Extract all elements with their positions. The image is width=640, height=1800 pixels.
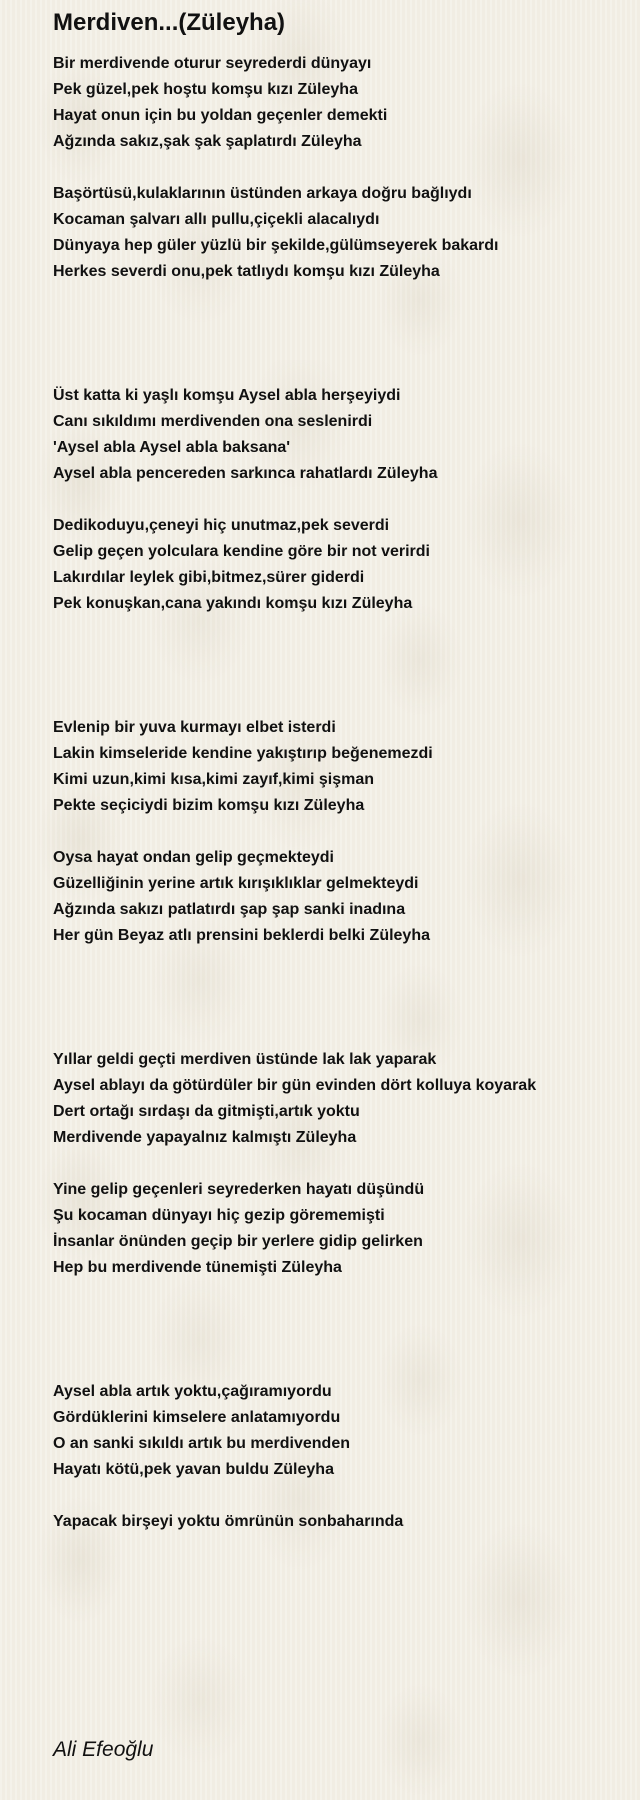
poem-line: Gelip geçen yolculara kendine göre bir not verirdi <box>53 543 430 560</box>
stanza <box>53 513 633 617</box>
section-gap <box>53 1281 633 1379</box>
stanza-gap <box>53 155 633 181</box>
poem-line: Dedikoduyu,çeneyi hiç unutmaz,pek severdi <box>53 517 390 534</box>
poem-line: Dünyaya hep güler yüzlü bir şekilde,gülümseyerek bakardı <box>53 237 499 254</box>
stanza <box>53 51 633 155</box>
stanza <box>53 845 633 949</box>
poem-line: Pek konuşkan,cana yakındı komşu kızı Züleyha <box>53 595 413 612</box>
poem-section-4 <box>53 1047 633 1281</box>
poem-line: Hayatı kötü,pek yavan buldu Züleyha <box>53 1461 334 1478</box>
poem-line: Oysa hayat ondan gelip geçmekteydi <box>53 849 334 866</box>
poem-line: Herkes severdi onu,pek tatlıydı komşu kızı Züleyha <box>53 263 440 280</box>
poem-line: Başörtüsü,kulaklarının üstünden arkaya doğru bağlıydı <box>53 185 472 202</box>
poem-section-1 <box>53 51 633 285</box>
poem-line: İnsanlar önünden geçip bir yerlere gidip gelirken <box>53 1233 423 1250</box>
stanza-gap <box>53 819 633 845</box>
poem-section-3 <box>53 715 633 949</box>
poem-author: Ali Efeoğlu <box>53 1738 154 1761</box>
poem-line: Aysel abla artık yoktu,çağıramıyordu <box>53 1383 332 1400</box>
poem-line: O an sanki sıkıldı artık bu merdivenden <box>53 1435 350 1452</box>
poem-line: Evlenip bir yuva kurmayı elbet isterdi <box>53 719 336 736</box>
stanza-gap <box>53 487 633 513</box>
stanza <box>53 1509 633 1535</box>
poem-line: Lakin kimseleride kendine yakıştırıp beğenemezdi <box>53 745 433 762</box>
poem-line: Yapacak birşeyi yoktu ömrünün sonbaharında <box>53 1513 404 1530</box>
poem-line: Kimi uzun,kimi kısa,kimi zayıf,kimi şişman <box>53 771 375 788</box>
stanza <box>53 383 633 487</box>
poem-line: Canı sıkıldımı merdivenden ona seslenirdi <box>53 413 373 430</box>
stanza-gap <box>53 1151 633 1177</box>
poem-section-5 <box>53 1379 633 1535</box>
stanza <box>53 1177 633 1281</box>
stanza <box>53 1047 633 1151</box>
poem-line: Pekte seçiciydi bizim komşu kızı Züleyha <box>53 797 365 814</box>
poem-body <box>53 51 633 1535</box>
poem-line: Şu kocaman dünyayı hiç gezip görememişti <box>53 1207 385 1224</box>
poem-line: Her gün Beyaz atlı prensini beklerdi belki Züleyha <box>53 927 430 944</box>
stanza <box>53 715 633 819</box>
section-gap <box>53 285 633 383</box>
stanza <box>53 1379 633 1483</box>
poem-line: Pek güzel,pek hoştu komşu kızı Züleyha <box>53 81 358 98</box>
stanza <box>53 181 633 285</box>
section-gap <box>53 617 633 715</box>
poem-line: Dert ortağı sırdaşı da gitmişti,artık yoktu <box>53 1103 360 1120</box>
poem-line: Lakırdılar leylek gibi,bitmez,sürer giderdi <box>53 569 365 586</box>
poem-section-2 <box>53 383 633 617</box>
poem-line: Hayat onun için bu yoldan geçenler demekti <box>53 107 388 124</box>
poem-line: Gördüklerini kimselere anlatamıyordu <box>53 1409 341 1426</box>
poem-line: Merdivende yapayalnız kalmıştı Züleyha <box>53 1129 357 1146</box>
stanza-gap <box>53 1483 633 1509</box>
poem-line: Ağzında sakız,şak şak şaplatırdı Züleyha <box>53 133 362 150</box>
poem-line: Ağzında sakızı patlatırdı şap şap sanki inadına <box>53 901 406 918</box>
poem-line: Aysel abla pencereden sarkınca rahatlardı Züleyha <box>53 465 438 482</box>
poem-line: Hep bu merdivende tünemişti Züleyha <box>53 1259 342 1276</box>
poem-title: Merdiven...(Züleyha) <box>53 9 286 36</box>
poem-line: 'Aysel abla Aysel abla baksana' <box>53 439 291 456</box>
poem-line: Üst katta ki yaşlı komşu Aysel abla herşeyiydi <box>53 387 401 404</box>
section-gap <box>53 949 633 1047</box>
poem-line: Yine gelip geçenleri seyrederken hayatı düşündü <box>53 1181 425 1198</box>
poem-line: Yıllar geldi geçti merdiven üstünde lak lak yaparak <box>53 1051 437 1068</box>
poem-line: Aysel ablayı da götürdüler bir gün evinden dört kolluya koyarak <box>53 1077 537 1094</box>
poem-line: Kocaman şalvarı allı pullu,çiçekli alacalıydı <box>53 211 380 228</box>
poem-line: Güzelliğinin yerine artık kırışıklıklar gelmekteydi <box>53 875 419 892</box>
poem-line: Bir merdivende oturur seyrederdi dünyayı <box>53 55 372 72</box>
